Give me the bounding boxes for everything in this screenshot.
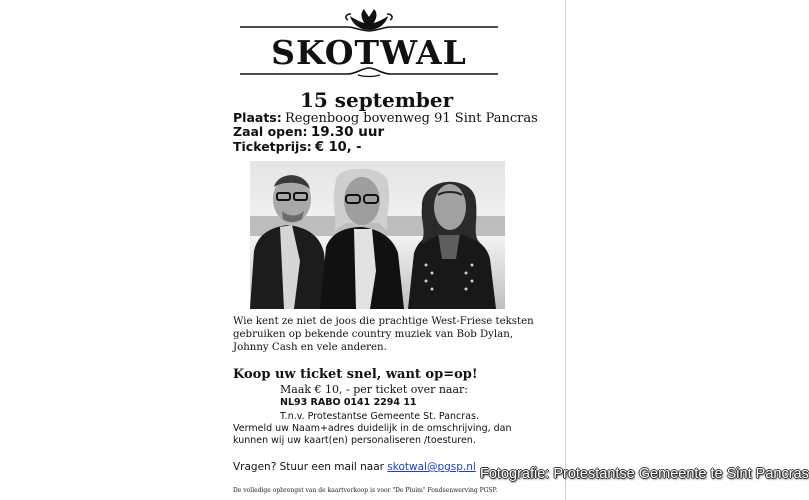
doors-label: Zaal open: — [233, 124, 308, 139]
payment-instruction: Maak € 10, - per ticket over naar: — [280, 383, 469, 396]
band-photo — [250, 161, 505, 309]
venue-value: Regenboog bovenweg 91 Sint Pancras — [284, 111, 538, 126]
payment-note — [233, 423, 512, 447]
intro-line: gebruiken op bekende country muziek van Bob Dylan, — [233, 329, 514, 341]
event-date: 15 september — [300, 88, 454, 112]
doors-line — [233, 124, 384, 140]
iban-number: NL93 RABO 0141 2294 11 — [280, 397, 417, 408]
venue-label: Plaats: — [233, 110, 282, 125]
price-value: € 10, - — [315, 140, 362, 155]
buy-heading: Koop uw ticket snel, want op=op! — [233, 367, 478, 382]
note-line: kunnen wij uw kaart(en) personaliseren /toesturen. — [233, 435, 476, 446]
intro-line: Johnny Cash en vele anderen. — [233, 342, 387, 354]
photo-credit: Fotografie: Protestantse Gemeente te Sint Pancras — [480, 466, 809, 482]
fineprint: De volledige opbrengst van de kaartverkoop is voor "De Pluim" Fondsenwerving PGSP. — [233, 487, 498, 494]
intro-text — [233, 315, 533, 355]
price-line — [233, 139, 362, 155]
price-label: Ticketprijs: — [233, 139, 312, 154]
page-edge — [565, 0, 566, 500]
note-line: Vermeld uw Naam+adres duidelijk in de omschrijving, dan — [233, 423, 512, 434]
contact-line — [233, 461, 476, 473]
band-logo — [238, 4, 500, 78]
contact-text: Vragen? Stuur een mail naar — [233, 461, 388, 473]
doors-value: 19.30 uur — [310, 124, 385, 140]
payment-recipient: T.n.v. Protestantse Gemeente St. Pancras. — [280, 411, 479, 422]
contact-email-link[interactable]: skotwal@pgsp.nl — [387, 461, 476, 473]
band-title: SKOTWAL — [271, 33, 467, 72]
intro-line: Wie kent ze niet de joos die prachtige West-Friese teksten — [233, 316, 534, 327]
